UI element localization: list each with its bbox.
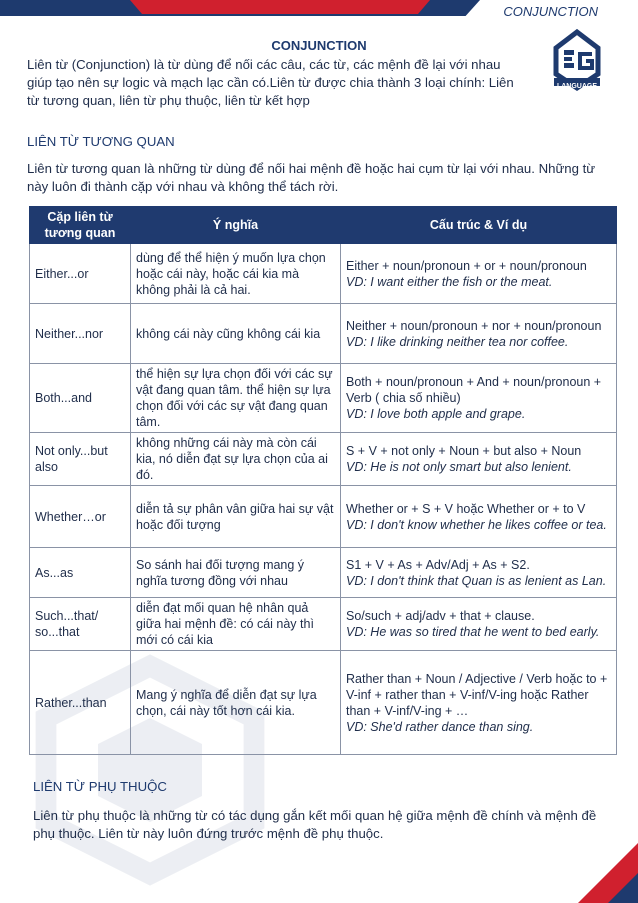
table-row bbox=[30, 433, 617, 486]
header-tag: CONJUNCTION bbox=[503, 4, 598, 19]
structure-cell bbox=[341, 304, 617, 364]
table-row bbox=[30, 548, 617, 598]
table-row bbox=[30, 598, 617, 651]
pair-cell: Either...or bbox=[30, 244, 131, 304]
table-row bbox=[30, 651, 617, 755]
table-row bbox=[30, 304, 617, 364]
pair-cell: Not only...but also bbox=[30, 433, 131, 486]
meaning-cell: không những cái này mà còn cái kia, nó diễn đạt sự lựa chọn của ai đó. bbox=[131, 433, 341, 486]
pair-cell: Such...that/ so...that bbox=[30, 598, 131, 651]
structure-text: Rather than + Noun / Adjective / Verb hoặc to + V-inf + rather than + V-inf/V-ing hoặc Rather than + V-inf/V-ing + … bbox=[346, 671, 608, 718]
structure-cell bbox=[341, 486, 617, 548]
structure-cell bbox=[341, 548, 617, 598]
example-text: VD: He was so tired that he went to bed early. bbox=[346, 625, 600, 639]
correlative-conjunction-table bbox=[29, 206, 617, 755]
structure-cell bbox=[341, 651, 617, 755]
pair-cell: Whether…or bbox=[30, 486, 131, 548]
pair-cell: Neither...nor bbox=[30, 304, 131, 364]
structure-text: So/such + adj/adv + that + clause. bbox=[346, 609, 535, 623]
example-text: VD: I like drinking neither tea nor coffee. bbox=[346, 334, 569, 349]
structure-cell bbox=[341, 244, 617, 304]
table-row bbox=[30, 486, 617, 548]
structure-text: Both + noun/pronoun + And + noun/pronoun + Verb ( chia số nhiều) bbox=[346, 375, 602, 405]
section-paragraph-correlative: Liên từ tương quan là những từ dùng để nối hai mệnh đề hoặc hai cụm từ lại với nhau. Những từ này luôn đi thành cặp với nhau và không thể tách rời. bbox=[27, 161, 596, 194]
pair-cell: As...as bbox=[30, 548, 131, 598]
structure-cell bbox=[341, 433, 617, 486]
meaning-cell: Mang ý nghĩa để diễn đạt sự lựa chọn, cái này tốt hơn cái kia. bbox=[131, 651, 341, 755]
meaning-cell: không cái này cũng không cái kia bbox=[131, 304, 341, 364]
example-text: VD: I don't think that Quan is as lenient as Lan. bbox=[346, 573, 607, 588]
example-text: VD: I want either the fish or the meat. bbox=[346, 274, 553, 289]
pair-cell: Both...and bbox=[30, 364, 131, 433]
structure-cell bbox=[341, 598, 617, 651]
table-header-row bbox=[30, 207, 617, 244]
example-text: VD: She'd rather dance than sing. bbox=[346, 719, 534, 734]
structure-text: Whether or + S + V hoặc Whether or + to V bbox=[346, 501, 586, 516]
column-header-pair: Cặp liên từ tương quan bbox=[30, 207, 131, 244]
structure-text: Neither + noun/pronoun + nor + noun/pronoun bbox=[346, 318, 602, 333]
table-row bbox=[30, 364, 617, 433]
meaning-cell: thể hiện sự lựa chọn đối với các sự vật đang quan tâm. thể hiện sự lựa chọn đối với các sự vật đang quan tâm. bbox=[131, 364, 341, 433]
section-paragraph-subordinating: Liên từ phụ thuộc là những từ có tác dụng gắn kết mối quan hệ giữa mệnh đề chính và mệnh đề phụ thuộc. Liên từ này luôn đứng trước mệnh đề phụ thuộc. bbox=[33, 808, 597, 841]
meaning-cell: diễn đạt mối quan hệ nhân quả giữa hai mệnh đề: có cái này thì mới có cái kia bbox=[131, 598, 341, 651]
example-text: VD: He is not only smart but also lenient. bbox=[346, 460, 572, 474]
table-row bbox=[30, 244, 617, 304]
meaning-cell: diễn tả sự phân vân giữa hai sự vật hoặc đối tượng bbox=[131, 486, 341, 548]
structure-cell bbox=[341, 364, 617, 433]
top-banner-accent bbox=[130, 0, 430, 14]
column-header-meaning: Ý nghĩa bbox=[131, 207, 341, 244]
logo-text: LANGUAGE bbox=[556, 83, 598, 90]
corner-accent-blue bbox=[608, 873, 638, 903]
page-title: CONJUNCTION bbox=[271, 38, 367, 53]
meaning-cell: So sánh hai đối tượng mang ý nghĩa tương đồng với nhau bbox=[131, 548, 341, 598]
meaning-cell: dùng để thể hiện ý muốn lựa chọn hoặc cái này, hoặc cái kia mà không phải là cả hai. bbox=[131, 244, 341, 304]
structure-text: Either + noun/pronoun + or + noun/pronoun bbox=[346, 258, 587, 273]
structure-text: S + V + not only + Noun + but also + Noun bbox=[346, 444, 582, 458]
column-header-structure: Cấu trúc & Ví dụ bbox=[341, 207, 617, 244]
intro-paragraph: Liên từ (Conjunction) là từ dùng để nối các câu, các từ, các mệnh đề lại với nhau giúp tạo nên sự logic và mạch lạc cần có.Liên từ được chia thành 3 loại chính: Liên từ tương quan, liên từ phụ thuộc, liên từ kết hợp bbox=[27, 57, 514, 108]
example-text: VD: I love both apple and grape. bbox=[346, 407, 526, 421]
section-heading-correlative: LIÊN TỪ TƯƠNG QUAN bbox=[27, 134, 175, 149]
pair-cell: Rather...than bbox=[30, 651, 131, 755]
section-heading-subordinating: LIÊN TỪ PHỤ THUỘC bbox=[33, 779, 167, 794]
example-text: VD: I don't know whether he likes coffee or tea. bbox=[346, 517, 607, 532]
structure-text: S1 + V + As + Adv/Adj + As + S2. bbox=[346, 557, 530, 572]
